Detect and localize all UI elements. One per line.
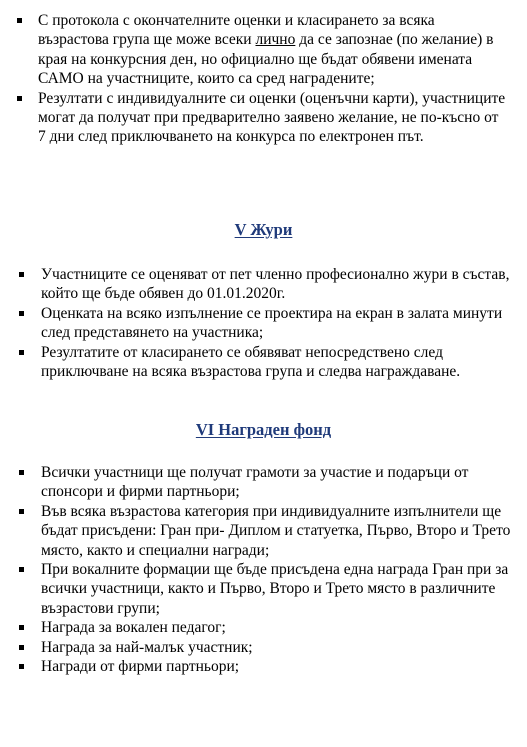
item-text: Награда за вокален педагог; — [41, 619, 226, 637]
item-text-emph: лично — [255, 31, 296, 49]
list-item — [41, 560, 511, 618]
bullet-icon — [19, 645, 24, 650]
bullet-icon — [19, 350, 24, 355]
bullet-icon — [19, 664, 24, 669]
bullet-icon — [17, 96, 22, 101]
bullet-icon — [19, 567, 24, 572]
prizes-list — [41, 463, 511, 676]
list-item — [38, 11, 508, 89]
item-text: При вокалните формации ще бъде присъдена една награда Гран при за всички участници, както и Първо, Второ и Трето място в различните възрастови групи; — [41, 561, 509, 617]
section-heading-jury: V Жури — [234, 220, 293, 239]
item-text-pre: С протокола с окончателните оценки и класирането за всяка възрастова група ще може всеки — [38, 12, 435, 49]
item-text: Резултатите от класирането се обявяват непосредствено след приключване на всяка възрастова група и следва награждаване. — [41, 343, 461, 381]
list-item — [38, 89, 508, 147]
jury-list — [41, 265, 511, 381]
bullet-icon — [19, 311, 24, 316]
item-text: Награда за най-малък участник; — [41, 638, 253, 656]
item-text: Във всяка възрастова категория при индивидуалните изпълнители ще бъдат присъдени: Гран при- Диплом и статуетка, Първо, Второ и Трето място, както и специални награди; — [41, 502, 511, 559]
bullet-icon — [19, 509, 24, 514]
item-text: Резултати с индивидуалните си оценки (оценъчни карти), участниците могат да получат при предварително заявено желание, не по-късно от 7 дни след приключването на конкурса по електронен път. — [38, 89, 506, 146]
list-item — [41, 618, 511, 637]
item-text: Оценката на всяко изпълнение се проектира на екран в залата минути след представянето на участника; — [41, 304, 503, 342]
item-text-post: да се запознае (по желание) в края на конкурсния ден, но официално ще бъдат обявени имената САМО на участниците, които са сред наградените; — [38, 31, 494, 88]
intro-list — [38, 11, 508, 147]
list-item — [41, 657, 511, 676]
bullet-icon — [17, 18, 22, 23]
item-text: Участниците се оценяват от пет членно професионално жури в състав, който ще бъде обявен до 01.01.2020г. — [41, 266, 510, 303]
list-item — [41, 304, 511, 343]
bullet-icon — [19, 625, 24, 630]
list-item — [41, 343, 511, 382]
list-item — [41, 463, 511, 502]
item-text: Всички участници ще получат грамоти за участие и подаръци от спонсори и фирми партньори; — [41, 464, 469, 501]
list-item — [41, 638, 511, 657]
section-heading-prizes: VI Награден фонд — [195, 420, 332, 439]
bullet-icon — [19, 470, 24, 475]
list-item — [41, 265, 511, 304]
bullet-icon — [19, 272, 24, 277]
list-item — [41, 502, 511, 560]
item-text: Награди от фирми партньори; — [41, 658, 240, 676]
